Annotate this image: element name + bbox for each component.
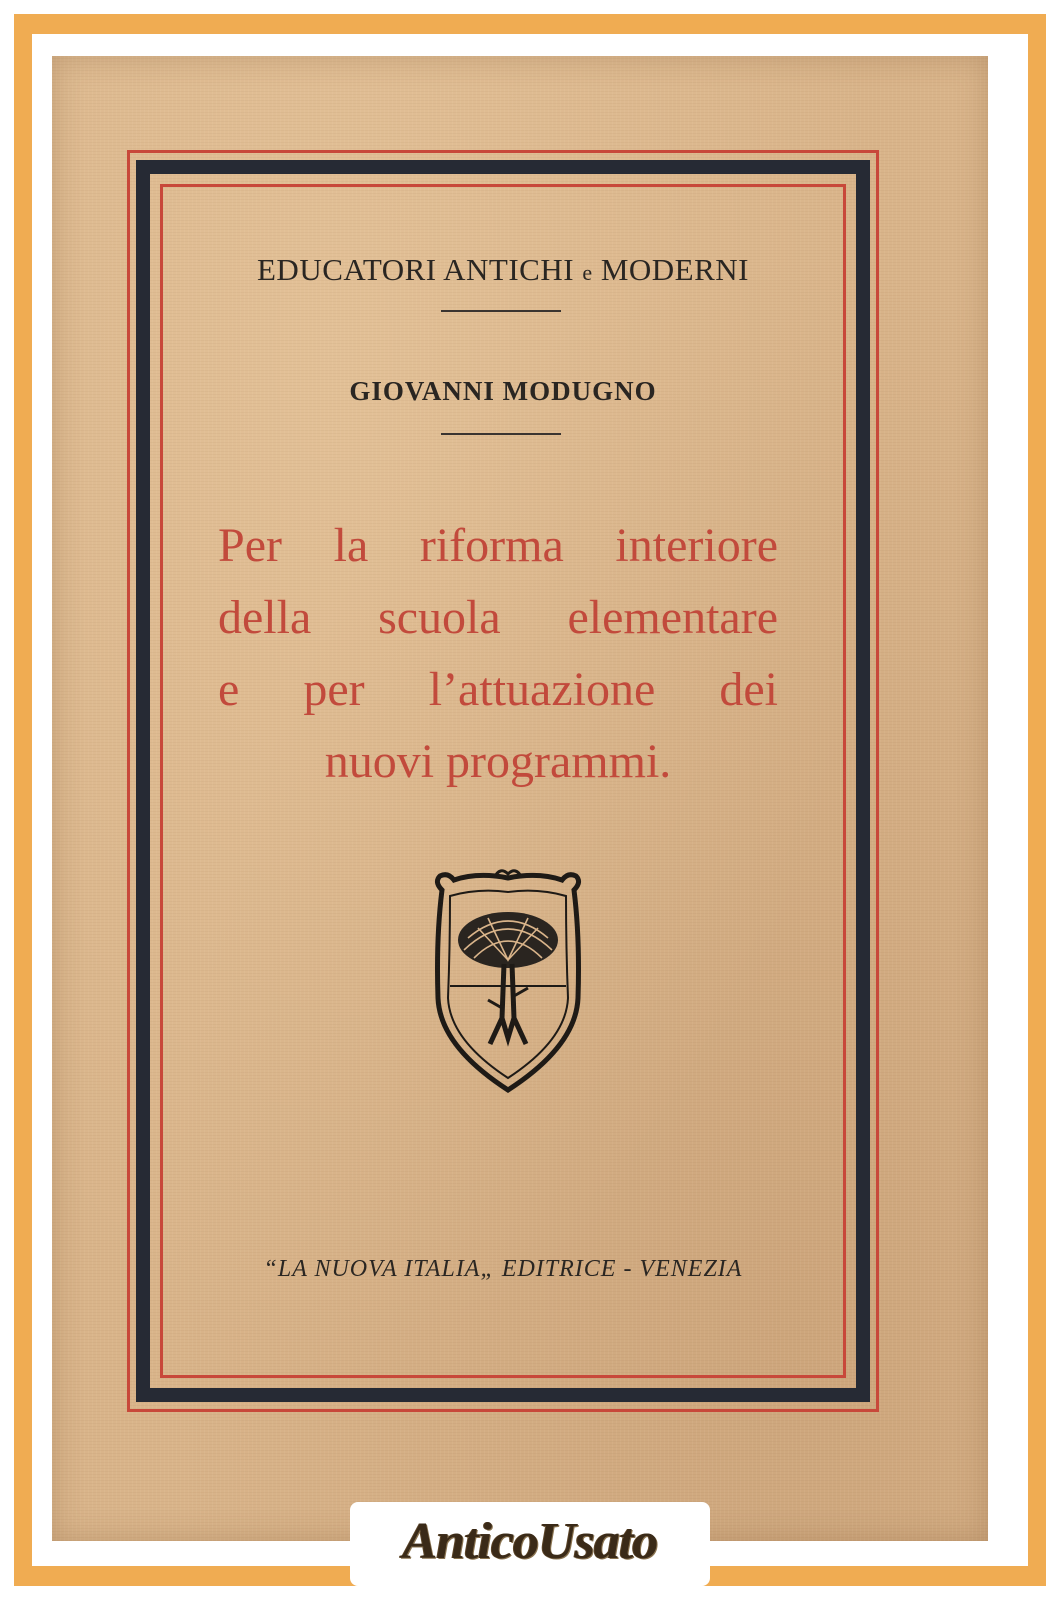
series-title-conjunction: e [582,260,593,285]
divider-rule [441,433,561,435]
shield-with-tree-icon [428,868,588,1098]
series-title-end: MODERNI [600,252,749,287]
divider-rule [441,310,561,312]
watermark-logo [350,1502,710,1586]
book-title-line: Per la riforma interiore [218,519,778,572]
series-title [160,252,846,288]
book-title-line: della scuola elementare [218,591,778,644]
book-title-line: nuovi programmi. [324,735,672,788]
series-title-main: EDUCATORI ANTICHI [257,252,575,287]
publisher-line: “LA NUOVA ITALIA„ EDITRICE - VENEZIA [263,1256,743,1282]
book-title-line: e per l’attuazione dei [218,663,778,716]
author-name: GIOVANNI MODUGNO [349,376,657,406]
watermark-text: AnticoUsato [402,1513,658,1570]
